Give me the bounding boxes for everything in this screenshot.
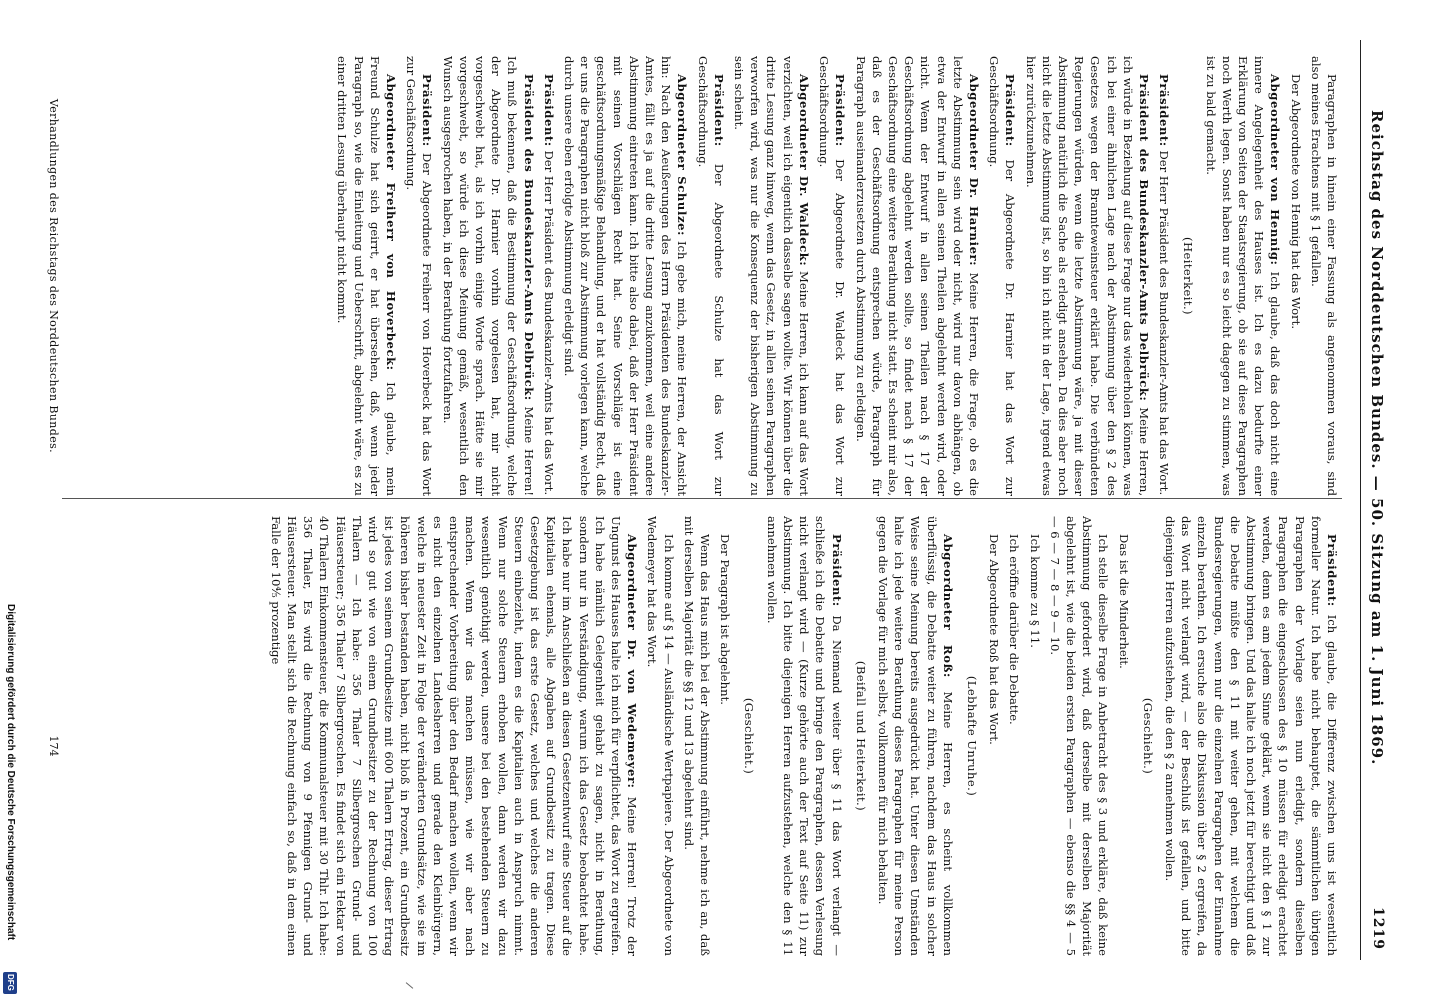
speech-paragraph bbox=[764, 516, 845, 956]
column-divider bbox=[62, 498, 1342, 499]
speech-paragraph bbox=[439, 56, 536, 496]
speech-text: Der Abgeordnete Dr. Waldeck hat das Wort zur Geschäftsordnung. bbox=[817, 56, 848, 496]
paragraph: Ich komme auf § 14 — Ausländische Wertpapiere. Der Abgeordnete von Wedemeyer hat das Wort. bbox=[645, 516, 676, 956]
speech-paragraph bbox=[403, 56, 435, 496]
speech-text: Der Herr Präsident des Bundeskanzler-Amts hat das Wort. bbox=[1157, 150, 1172, 496]
footer-page-number: 174 bbox=[47, 735, 60, 757]
dfg-logo-text: DFG bbox=[6, 974, 15, 991]
stage-direction: (Beifall und Heiterkeit.) bbox=[853, 660, 868, 812]
paragraph: Der Paragraph ist abgelehnt. bbox=[718, 534, 733, 705]
footer-note: Verhandlungen des Reichstags des Norddeutschen Bundes. bbox=[47, 98, 60, 454]
speaker-name: Abgeordneter von Hennig: bbox=[1268, 74, 1283, 266]
right-column bbox=[70, 516, 1340, 956]
speech-paragraph bbox=[1156, 56, 1172, 496]
speaker-name: Abgeordneter Dr. Harnier: bbox=[966, 74, 981, 267]
left-column bbox=[70, 56, 1340, 496]
speech-paragraph bbox=[268, 516, 641, 956]
paragraph: Das ist die Minderheit. bbox=[1116, 534, 1131, 669]
page-header bbox=[1360, 40, 1394, 960]
speaker-name: Abgeordneter Schulze: bbox=[675, 74, 690, 237]
speech-paragraph bbox=[875, 516, 956, 956]
page-number: 1219 bbox=[1370, 907, 1386, 950]
speaker-name: Präsident: bbox=[420, 74, 435, 147]
speaker-name: Präsident: bbox=[711, 74, 726, 147]
paragraph: Ich stelle dieselbe Frage in Anbetracht des § 3 und erkläre, daß keine Abstimmung gefordert wird, daß derselbe mit derselben Majorität abgelehnt ist, wie die beiden ersten Paragraphen — ebenso die §§ 4 — 5 — 6 — 7 — 8 — 9 — 10. bbox=[1047, 516, 1111, 956]
paragraph: Der Abgeordnete Roß hat das Wort. bbox=[987, 534, 1002, 745]
speech-text: Meine Herren! Ich muß bekennen, daß die Bestimmung der Geschäftsordnung, welche der Abgeordnete Dr. Harnier vorhin vorgelesen hat, mir nicht vorgeschwebt hat, als ich vorhin einige Worte sprach. Hätte sie mir vorgeschwebt, so würde ich diese Meinung gemäß, wesentlich den Wunsch ausgesprochen haben, in der Berathung fortzufahren. bbox=[440, 56, 536, 496]
dfg-logo-icon bbox=[3, 972, 17, 994]
speaker-name: Präsident: bbox=[829, 534, 844, 607]
speech-paragraph bbox=[1202, 56, 1283, 496]
speech-paragraph bbox=[1287, 56, 1303, 496]
paragraph: Ich eröffne darüber die Debatte. bbox=[1007, 534, 1022, 725]
speech-text: Meine Herren! Trotz der Ungunst des Hauses halte ich mich für verpflichtet, das Wort zu ergreifen. Ich habe nämlich Gelegenheit gehabt zu sagen, nicht in Berathung, sondern nur in Verständigung, warum ich das Gesetz beobachtet habe. Ich habe nur im Anschließen an diesen Gesetzentwurf eine Steuer auf die Kapitalien ehemals, alle Abgaben auf Grundbesitz zu tragen. Diese Gesetzgebung ist das erste Gesetz, welches und welches die anderen Steuern einbezieht, indem es die Kapitalien auch in Anspruch nimmt. Wenn nur solche Steuern erhoben wollen, dann werden wir dazu wesentlich genöthigt werden, unsere bei den bestehenden Steuern zu machen. Wenn wir das machen müssen, wie wir aber nach entsprechender Vorbereitung über den Bedarf machen wollen, wenn wir es nicht den einzelnen Landesherren und gerade den Kleinbürgern, welche in neuester Zeit in Folge der veränderten Grundsätze, wie sie im höheren bisher bestanden haben, nicht bloß in Prozent, ein Grundbesitz ist jedes von seinem Grundbesitze mit 600 Thalern Ertrag, dieser Ertrag wird so gut wie von einem Grundbesitzer zu der Rechnung von 100 Thalern — Ich habe: 356 Thaler 7 Silbergroschen Grund- und Häusersteuer; 356 Thaler 7 Silbergroschen. Es findet sich ein Hektar von 40 Thalern Einkommensteuer, die Kommunalsteuer mit 30 Thlr. Ich habe: 356 Thaler, Es wird die Rechnung von 9 Pfennigen Grund- und Häusersteuer. Man stellt sich die Rechnung einfach so, daß in dem einen Falle der 10⁴⁄₅ prozentige bbox=[268, 516, 640, 956]
speech-paragraph bbox=[1308, 56, 1340, 496]
speaker-name: Abgeordneter Freiherr von Hoverbeck: bbox=[384, 74, 399, 371]
running-title: Reichstag des Norddeutschen Bundes. — 50. Sitzung am 1. Juni 1869. bbox=[1368, 110, 1386, 766]
speaker-name: Abgeordneter Dr. von Wedemeyer: bbox=[625, 534, 640, 789]
digitization-credit bbox=[3, 604, 17, 996]
speaker-name: Präsident: bbox=[833, 74, 848, 147]
speech-text: Ich glaube, daß das doch nicht eine innere Angelegenheit des Hauses ist. Ich es dazu bedurfte einer Erklärung von Seiten der Staatsregierung, ob sie auf diese Paragraphen noch Werth legen. Sonst haben nur es so leicht dagegen zu stimmen, was ist zu bald gemacht. bbox=[1203, 56, 1283, 496]
speaker-name: Präsident: bbox=[1157, 74, 1172, 147]
stage-direction: (Heiterkeit.) bbox=[1181, 237, 1196, 315]
speech-text: Meine Herren, die Frage, ob es die letzte Abstimmung sein wird oder nicht, wird nur davon abhängen, ob etwa der Entwurf in allen seinen Theilen abgelehnt werden wird, oder nicht. Wenn der Entwurf in allen seinen Theilen nach § 17 der Geschäftsordnung abgelehnt werden sollte, so findet nach § 17 der Geschäftsordnung eine weitere Berathung nicht statt. Es scheint mir also, daß es der Geschäftsordnung entsprechen würde, Paragraph für Paragraph auseinanderzusetzen durch Abstimmung zu erledigen. bbox=[853, 56, 981, 496]
speech-paragraph bbox=[852, 56, 982, 496]
speaker-name: Präsident des Bundeskanzler-Amts Delbrück: bbox=[1136, 74, 1151, 402]
speech-text: Der Herr Präsident des Bundeskanzler-Amts hat das Wort. bbox=[541, 150, 556, 496]
paragraph: Ich komme zu § 11. bbox=[1027, 534, 1042, 648]
speaker-name: Präsident des Bundeskanzler-Amts Delbrück: bbox=[521, 74, 536, 401]
speaker-name: Präsident: bbox=[1003, 74, 1018, 147]
stage-direction: (Lebhafte Unruhe.) bbox=[964, 675, 979, 797]
speech-text: Meine Herren, es scheint vollkommen überflüssig, die Debatte weiter zu führen, nachdem das Haus in solcher Weise seine Meinung bereits ausgedrückt hat. Unter diesen Umständen halte ich jede weitere Berathung dieses Paragraphen für meine Person gegen die Vorlage für mich selbst, vollkommen für mich behalten. bbox=[875, 516, 955, 956]
speech-text: Paragraphen in hinein einer Fassung als angenommen voraus, sind also meines Erachtens mit § 1 gefallen. bbox=[1308, 56, 1339, 496]
speech-text: Meine Herren, ich würde in Beziehung auf diese Frage nur das wiederholen können, was ich bei einer ähnlichen Lage nach der Abstimmung über den § 2 des Gesetzes wegen der Brannteweinsteuer erklärt habe. Die verbündeten Regierungen würden, wenn die letzte Abstimmung wäre, ja mit dieser Abstimmung natürlich die Sache als erledigt ansehen. Da dies aber noch nicht die letzte Abstimmung ist, so bin ich nicht in der Lage, irgend etwas hier zurückzunehmen. bbox=[1023, 56, 1151, 496]
speech-text: Ich gebe mich, meine Herren, der Ansicht hin: Nach den Aeußerungen des Herrn Präsidenten des Bundeskanzler-Amtes, fällt es ja auf die dritte Lesung anzukommen, weil eine andere Abstimmung eintreten kann. Ich bitte also dabei, daß der Herr Präsident mit seinen Vorschlägen Recht hat. Seine Vorschläge ist eine geschäftsordnungsmäßige Behandlung, und er hat vollständig Recht, daß er uns die Paragraphen nicht bloß zur Abstimmung vorlegen kann, welche durch unsere eben erfolgte Abstimmung erledigt sind. bbox=[562, 56, 690, 496]
speech-paragraph bbox=[694, 56, 726, 496]
speech-paragraph bbox=[561, 56, 691, 496]
speech-text: Der Abgeordnete Freiherr von Hoverbeck hat das Wort zur Geschäftsordnung. bbox=[404, 56, 435, 496]
speech-text: Der Abgeordnete Schulze hat das Wort zur Geschäftsordnung. bbox=[695, 56, 726, 496]
speaker-name: Abgeordneter Roß: bbox=[940, 534, 955, 678]
speech-paragraph bbox=[541, 56, 557, 496]
speech-text: Meine Herren, ich kann auf das Wort verzichten, weil ich eigentlich dasselbe sagen wollte. Wir können über die dritte Lesung ganz hinweg, wenn das Gesetz, in allen seinen Paragraphen verworfen wird, was nur die Konsequenz der bisherigen Abstimmung zu sein scheint. bbox=[732, 56, 811, 496]
speaker-name: Abgeordneter Dr. Waldeck: bbox=[796, 74, 811, 267]
speech-paragraph bbox=[731, 56, 812, 496]
paragraph: Wenn das Haus mich bei der Abstimmung einführt, nehme ich an, daß mit derselben Majorität die §§ 12 und 13 abgelehnt sind. bbox=[681, 516, 713, 956]
speech-text: Der Abgeordnete Dr. Harnier hat das Wort zur Geschäftsordnung. bbox=[987, 56, 1018, 496]
speech-text: Der Abgeordnete von Hennig hat das Wort. bbox=[1288, 74, 1303, 330]
speaker-name: Präsident: bbox=[541, 74, 556, 147]
speech-text: Da Niemand weiter über § 11 das Wort verlangt — schließe ich die Debatte und bringe den Paragraphen, dessen Verlesung nicht verlangt wird — (Kurze gehörte auch der Text auf Seite 11) zur Abstimmung. Ich bitte diejenigen Herren aufzustehen, welche den § 11 annehmen wollen. bbox=[764, 516, 844, 956]
credit-text: Digitalisierung gefördert durch die Deutsche Forschungsgemeinschaft bbox=[5, 604, 16, 941]
speaker-name: Präsident: bbox=[1325, 534, 1339, 607]
speech-paragraph bbox=[334, 56, 399, 496]
speech-paragraph bbox=[986, 56, 1018, 496]
speech-paragraph bbox=[1022, 56, 1152, 496]
stage-direction: (Geschieht.) bbox=[742, 697, 757, 775]
header-rule bbox=[1360, 40, 1361, 960]
speech-text: Ich glaube, die Differenz zwischen uns ist wesentlich formeller Natur. Ich habe nicht behauptet, die sämmtlichen übrigen Paragraphen der Vorlage seien nun erledigt, sondern dieselben Paragraphen die eingeschlossen des § 10 müssen für erledigt erachtet werden, denn es am jedem Sinne geklärt, wenn sie nicht den § 1 zur Abstimmung bringen. Und das halte ich noch jetzt für berechtigt und daß die Debatte müßte den § 11 mit weiter gehen, mit welchem die Bundesregierungen, wenn nur die einzelnen Paragraphen der Einnahme einzeln berathen. Ich ersuche also die Diskussion über § 2 ergreifen, da das Wort nicht verlangt wird, — der Beschluß ist gefallen, und bitte diejenigen Herren aufzustehen, die den § 2 annehmen wollen. bbox=[1162, 516, 1339, 956]
stage-direction: (Geschieht.) bbox=[1140, 697, 1155, 775]
speech-paragraph bbox=[816, 56, 848, 496]
speech-paragraph bbox=[1162, 516, 1340, 956]
speech-text: Ich glaube, mein Freund Schulze hat sich geirrt, er hat übersehen, daß, wenn jeder Paragraph so, wie die Einleitung und Ueberschrift, abgelehnt wäre, es zu einer dritten Lesung überhaupt nicht kommt. bbox=[335, 56, 399, 496]
